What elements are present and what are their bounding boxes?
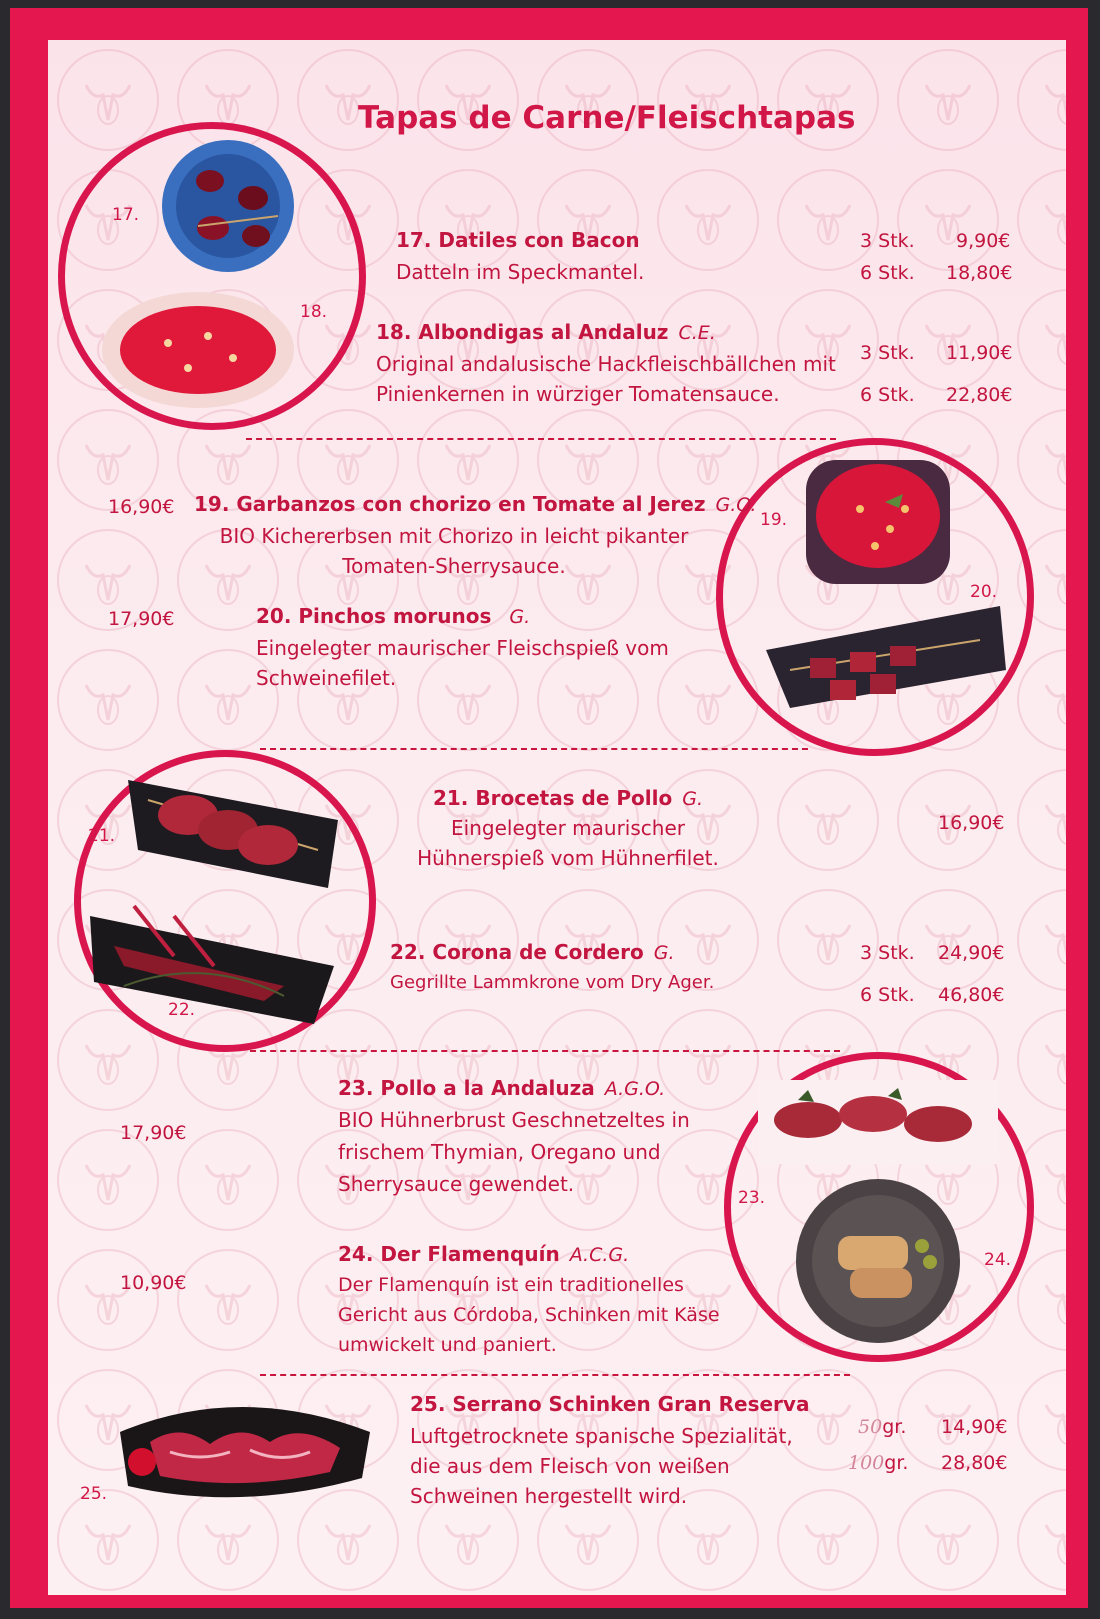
item-21-allergen: G. (682, 788, 704, 810)
item-25-desc-line-1: Luftgetrocknete spanische Spezialität, (410, 1424, 793, 1448)
item-19-allergen: G.O. (715, 494, 757, 516)
item-24-desc-line-1: Der Flamenquín ist ein traditionelles (338, 1274, 684, 1296)
item-21-desc-line-2: Hühnerspieß vom Hühnerfilet. (417, 846, 719, 870)
item-21-desc-line-1: Eingelegter maurischer (451, 816, 685, 840)
item-22-desc: Gegrillte Lammkrone vom Dry Ager. (390, 972, 715, 993)
dates-bacon-photo (158, 136, 298, 276)
item-23-desc-line-1: BIO Hühnerbrust Geschnetzeltes in (338, 1108, 690, 1132)
photo-number-17: 17. (112, 205, 140, 225)
albondigas-photo (98, 288, 298, 418)
corona-cordero-photo (84, 886, 344, 1026)
item-19-desc-line-1: BIO Kichererbsen mit Chorizo in leicht pikanter (219, 524, 689, 548)
item-25-price-1: 14,90€ (941, 1416, 1008, 1438)
item-24-desc-line-3: umwickelt und paniert. (338, 1334, 557, 1356)
item-23-name: 23. Pollo a la Andaluza A.G.O. (338, 1076, 666, 1100)
item-18-allergen: C.E. (678, 322, 716, 344)
item-22-price-2: 46,80€ (938, 984, 1005, 1006)
photo-number-18: 18. (300, 302, 328, 322)
item-20-desc-line-2: Schweinefilet. (256, 666, 397, 690)
item-19-price: 16,90€ (108, 496, 175, 518)
item-24-price: 10,90€ (120, 1272, 187, 1294)
photo-number-21: 21. (88, 826, 116, 846)
item-24-allergen: A.C.G. (569, 1244, 630, 1266)
item-21-name: 21. Brocetas de Pollo G. (432, 786, 704, 810)
item-25-name: 25. Serrano Schinken Gran Reserva (410, 1392, 810, 1416)
item-22-name: 22. Corona de Cordero G. (390, 940, 675, 964)
section-divider (260, 1374, 850, 1376)
photo-number-19: 19. (760, 510, 788, 530)
item-22-allergen: G. (653, 942, 675, 964)
item-24-name: 24. Der Flamenquín A.C.G. (338, 1242, 630, 1266)
item-17-desc: Datteln im Speckmantel. (396, 260, 645, 284)
item-22-price-1: 24,90€ (938, 942, 1005, 964)
item-17-price-2: 18,80€ (946, 262, 1013, 284)
menu-title: Tapas de Carne/Fleischtapas (358, 100, 856, 136)
section-divider (260, 748, 808, 750)
menu-page (48, 40, 1066, 1595)
item-17-qty-2: 6 Stk. (860, 262, 915, 284)
item-23-desc-line-3: Sherrysauce gewendet. (338, 1172, 575, 1196)
item-25-desc-line-3: Schweinen hergestellt wird. (410, 1484, 688, 1508)
item-25-qty-1: 50gr. (858, 1416, 907, 1438)
item-20-name: 20. Pinchos morunos G. (256, 604, 531, 628)
item-23-desc-line-2: frischem Thymian, Oregano und (338, 1140, 661, 1164)
garbanzos-photo (800, 454, 956, 590)
item-18-qty-2: 6 Stk. (860, 384, 915, 406)
item-19-name: 19. Garbanzos con chorizo en Tomate al Jerez G.O. (194, 492, 757, 516)
photo-number-25: 25. (80, 1484, 108, 1504)
serrano-ham-photo (100, 1392, 380, 1502)
brocetas-pollo-photo (118, 760, 348, 890)
item-20-desc-line-1: Eingelegter maurischer Fleischspieß vom (256, 636, 669, 660)
photo-number-23: 23. (738, 1188, 766, 1208)
item-18-name: 18. Albondigas al Andaluz C.E. (376, 320, 716, 344)
item-22-qty-1: 3 Stk. (860, 942, 915, 964)
item-17-qty-1: 3 Stk. (860, 230, 915, 252)
item-20-price: 17,90€ (108, 608, 175, 630)
item-23-price: 17,90€ (120, 1122, 187, 1144)
item-18-price-2: 22,80€ (946, 384, 1013, 406)
flamenquin-photo (790, 1176, 966, 1346)
pollo-andaluza-photo (758, 1080, 998, 1164)
photo-number-22: 22. (168, 1000, 196, 1020)
item-19-desc-line-2: Tomaten-Sherrysauce. (342, 554, 566, 578)
item-17-price-1: 9,90€ (956, 230, 1011, 252)
item-25-desc-line-2: die aus dem Fleisch von weißen (410, 1454, 730, 1478)
item-21-price: 16,90€ (938, 812, 1005, 834)
item-17-name: 17. Datiles con Bacon (396, 228, 640, 252)
section-divider (246, 438, 836, 440)
section-divider (250, 1050, 840, 1052)
pinchos-morunos-photo (760, 600, 1010, 712)
item-20-allergen: G. (509, 606, 531, 628)
item-25-qty-2: 100gr. (848, 1452, 909, 1474)
item-18-qty-1: 3 Stk. (860, 342, 915, 364)
photo-number-20: 20. (970, 582, 998, 602)
item-18-desc-line-1: Original andalusische Hackfleischbällchen mit (376, 352, 836, 376)
item-23-allergen: A.G.O. (604, 1078, 666, 1100)
item-18-price-1: 11,90€ (946, 342, 1013, 364)
menu-frame (10, 8, 1088, 1608)
item-18-desc-line-2: Pinienkernen in würziger Tomatensauce. (376, 382, 780, 406)
item-22-qty-2: 6 Stk. (860, 984, 915, 1006)
item-24-desc-line-2: Gericht aus Córdoba, Schinken mit Käse (338, 1304, 720, 1326)
item-25-price-2: 28,80€ (941, 1452, 1008, 1474)
photo-number-24: 24. (984, 1250, 1012, 1270)
